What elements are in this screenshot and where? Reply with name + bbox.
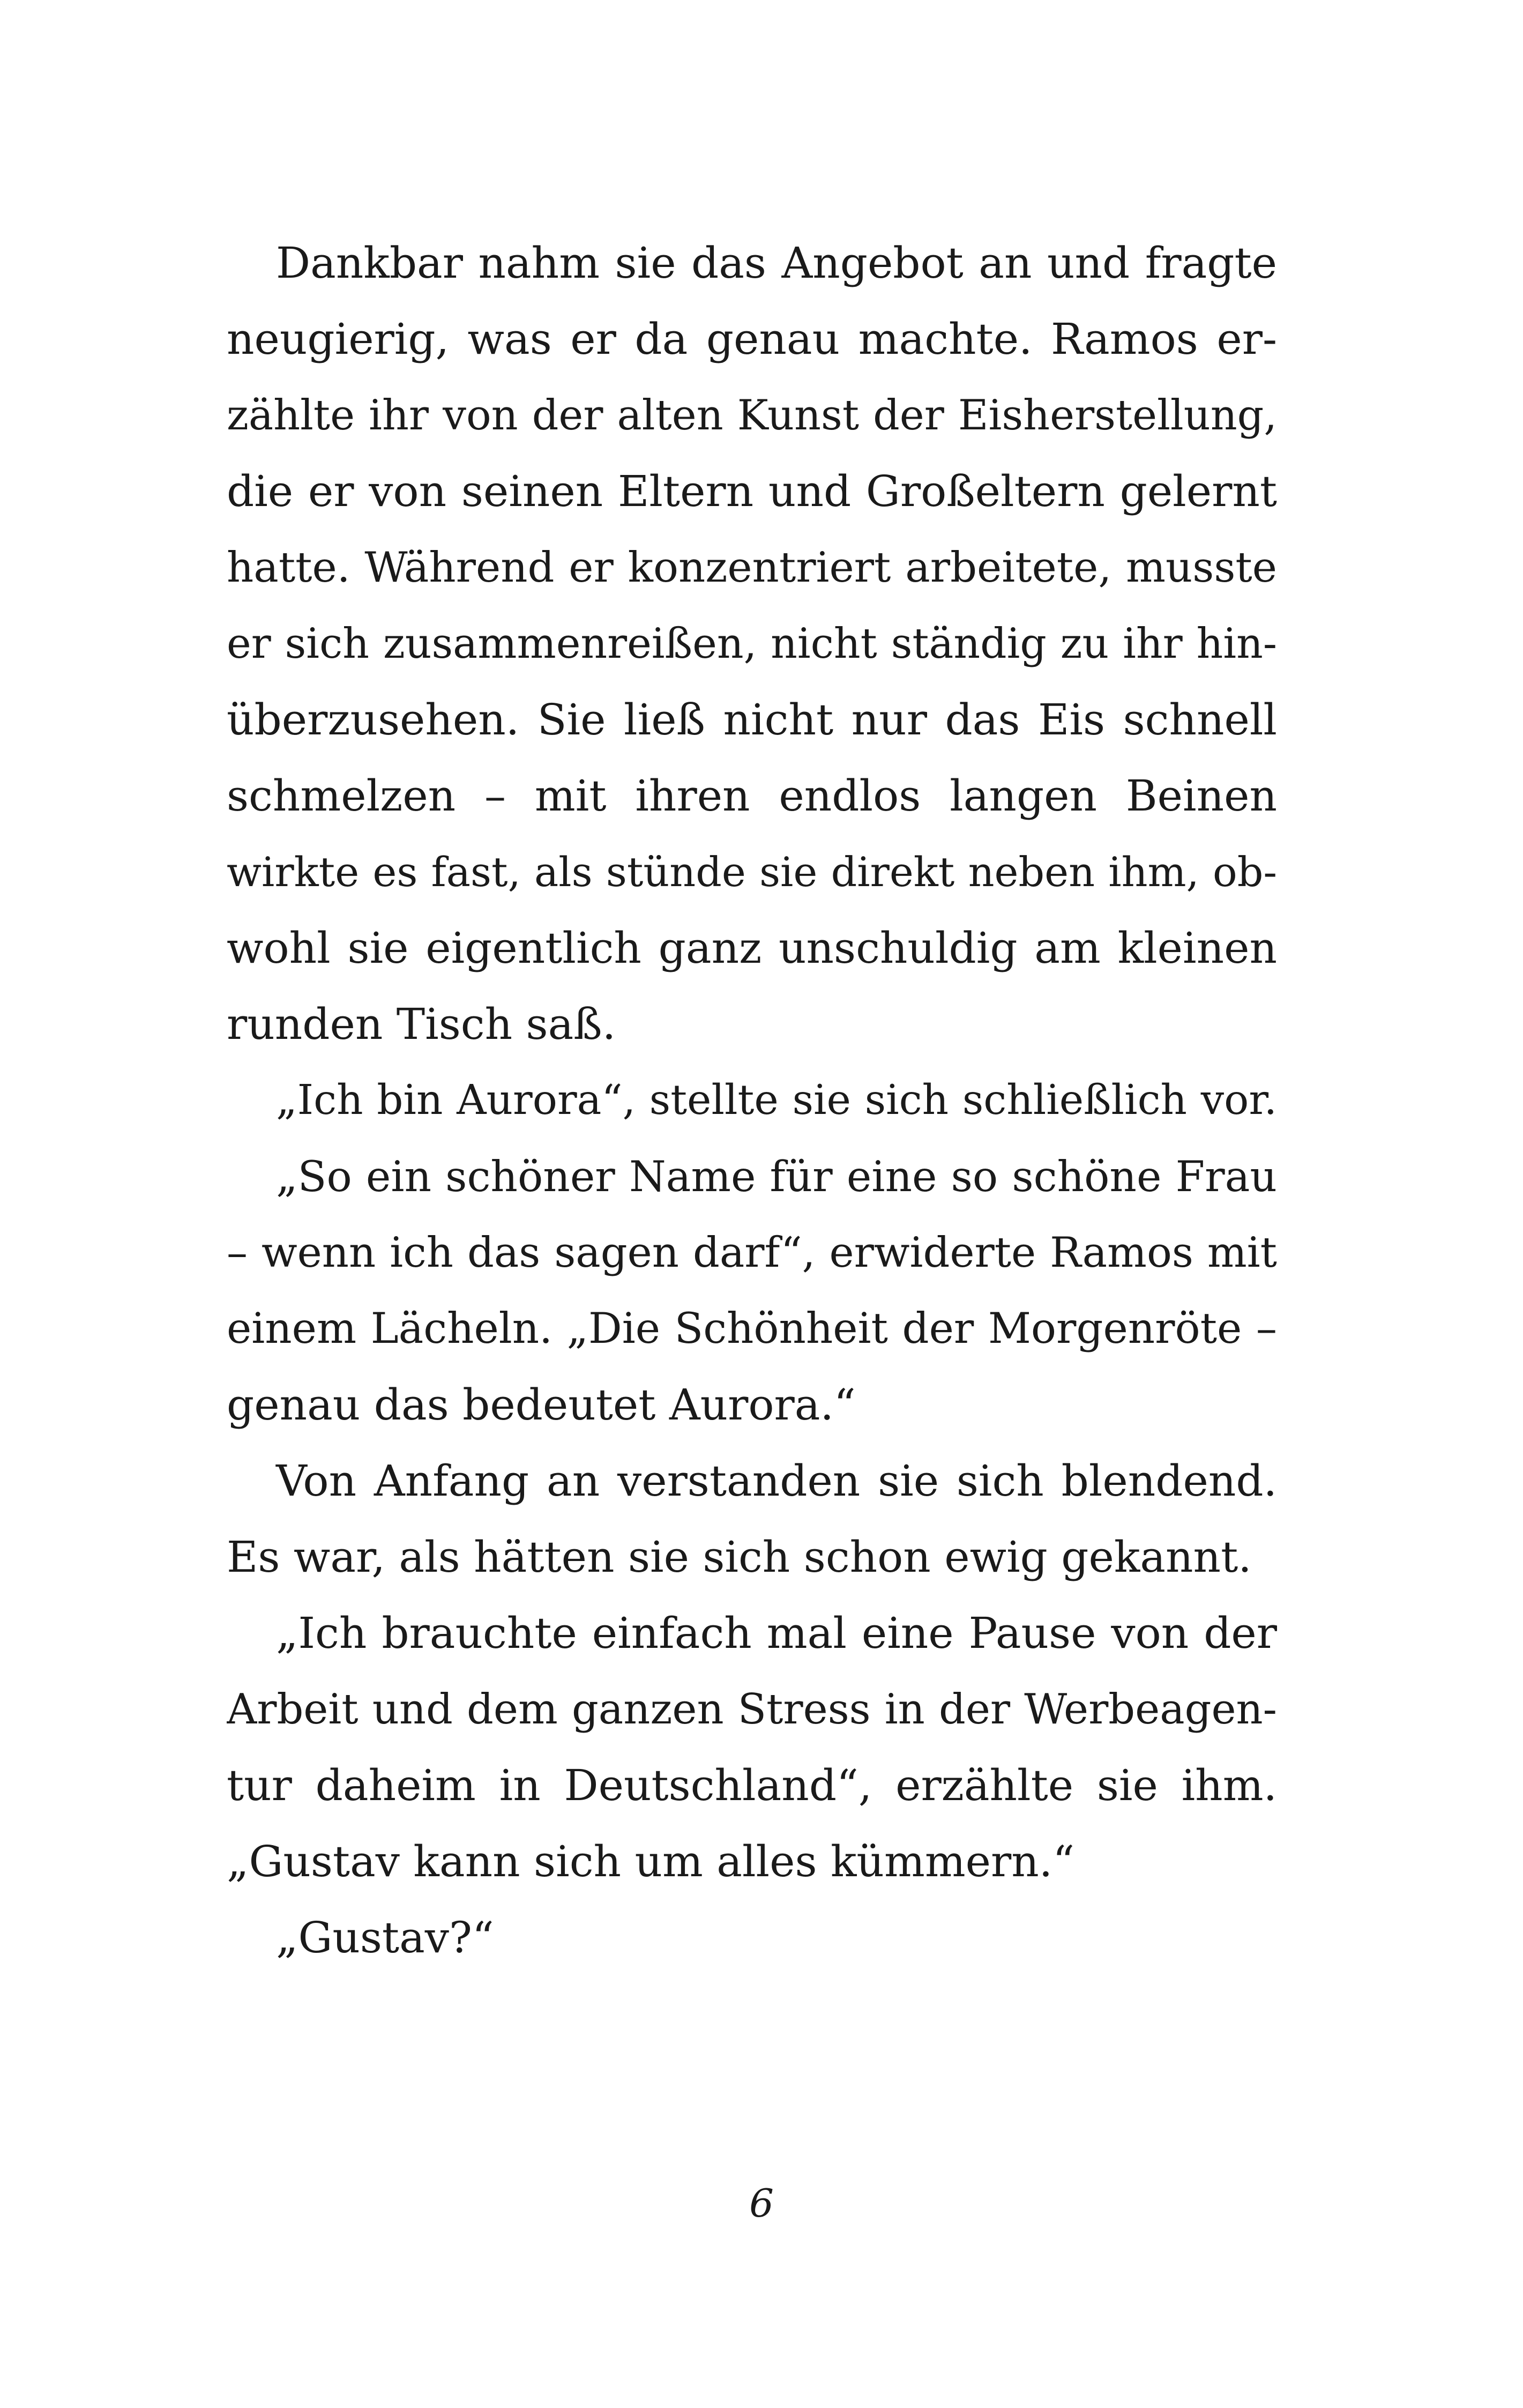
text-line: genau das bedeutet Aurora.“ bbox=[227, 1380, 856, 1430]
text-line: schmelzen – mit ihren endlos langen Beinen bbox=[227, 771, 1277, 821]
text-line: – wenn ich das sagen darf“, erwiderte Ramos mit bbox=[227, 1229, 1277, 1277]
text-line: Es war, als hätten sie sich schon ewig gekannt. bbox=[227, 1532, 1252, 1582]
text-line: „Gustav?“ bbox=[276, 1913, 494, 1963]
text-line: Von Anfang an verstanden sie sich blendend. bbox=[276, 1456, 1277, 1506]
text-line: Arbeit und dem ganzen Stress in der Werbeagen- bbox=[227, 1685, 1277, 1734]
text-line: zählte ihr von der alten Kunst der Eisherstellung, bbox=[227, 391, 1277, 440]
text-line: überzusehen. Sie ließ nicht nur das Eis schnell bbox=[227, 695, 1277, 745]
text-line: Dankbar nahm sie das Angebot an und fragte bbox=[276, 238, 1277, 288]
text-line: „Ich brauchte einfach mal eine Pause von der bbox=[276, 1608, 1277, 1658]
text-line: hatte. Während er konzentriert arbeitete, musste bbox=[227, 544, 1277, 592]
text-line: „Ich bin Aurora“, stellte sie sich schließlich vor. bbox=[276, 1076, 1277, 1124]
text-line: wohl sie eigentlich ganz unschuldig am kleinen bbox=[227, 923, 1277, 973]
text-line: „So ein schöner Name für eine so schöne Frau bbox=[276, 1152, 1277, 1201]
text-line: tur daheim in Deutschland“, erzählte sie ihm. bbox=[227, 1760, 1277, 1810]
text-line: „Gustav kann sich um alles kümmern.“ bbox=[227, 1837, 1075, 1886]
body-text bbox=[227, 225, 1277, 1976]
text-line: neugierig, was er da genau machte. Ramos er- bbox=[227, 314, 1277, 364]
text-line: runden Tisch saß. bbox=[227, 999, 616, 1049]
text-line: wirkte es fast, als stünde sie direkt neben ihm, ob- bbox=[227, 848, 1277, 896]
text-line: einem Lächeln. „Die Schönheit der Morgenröte – bbox=[227, 1304, 1277, 1353]
text-line: die er von seinen Eltern und Großeltern gelernt bbox=[227, 466, 1277, 516]
page-number: 6 bbox=[749, 2181, 774, 2226]
text-line: er sich zusammenreißen, nicht ständig zu ihr hin- bbox=[227, 620, 1277, 668]
